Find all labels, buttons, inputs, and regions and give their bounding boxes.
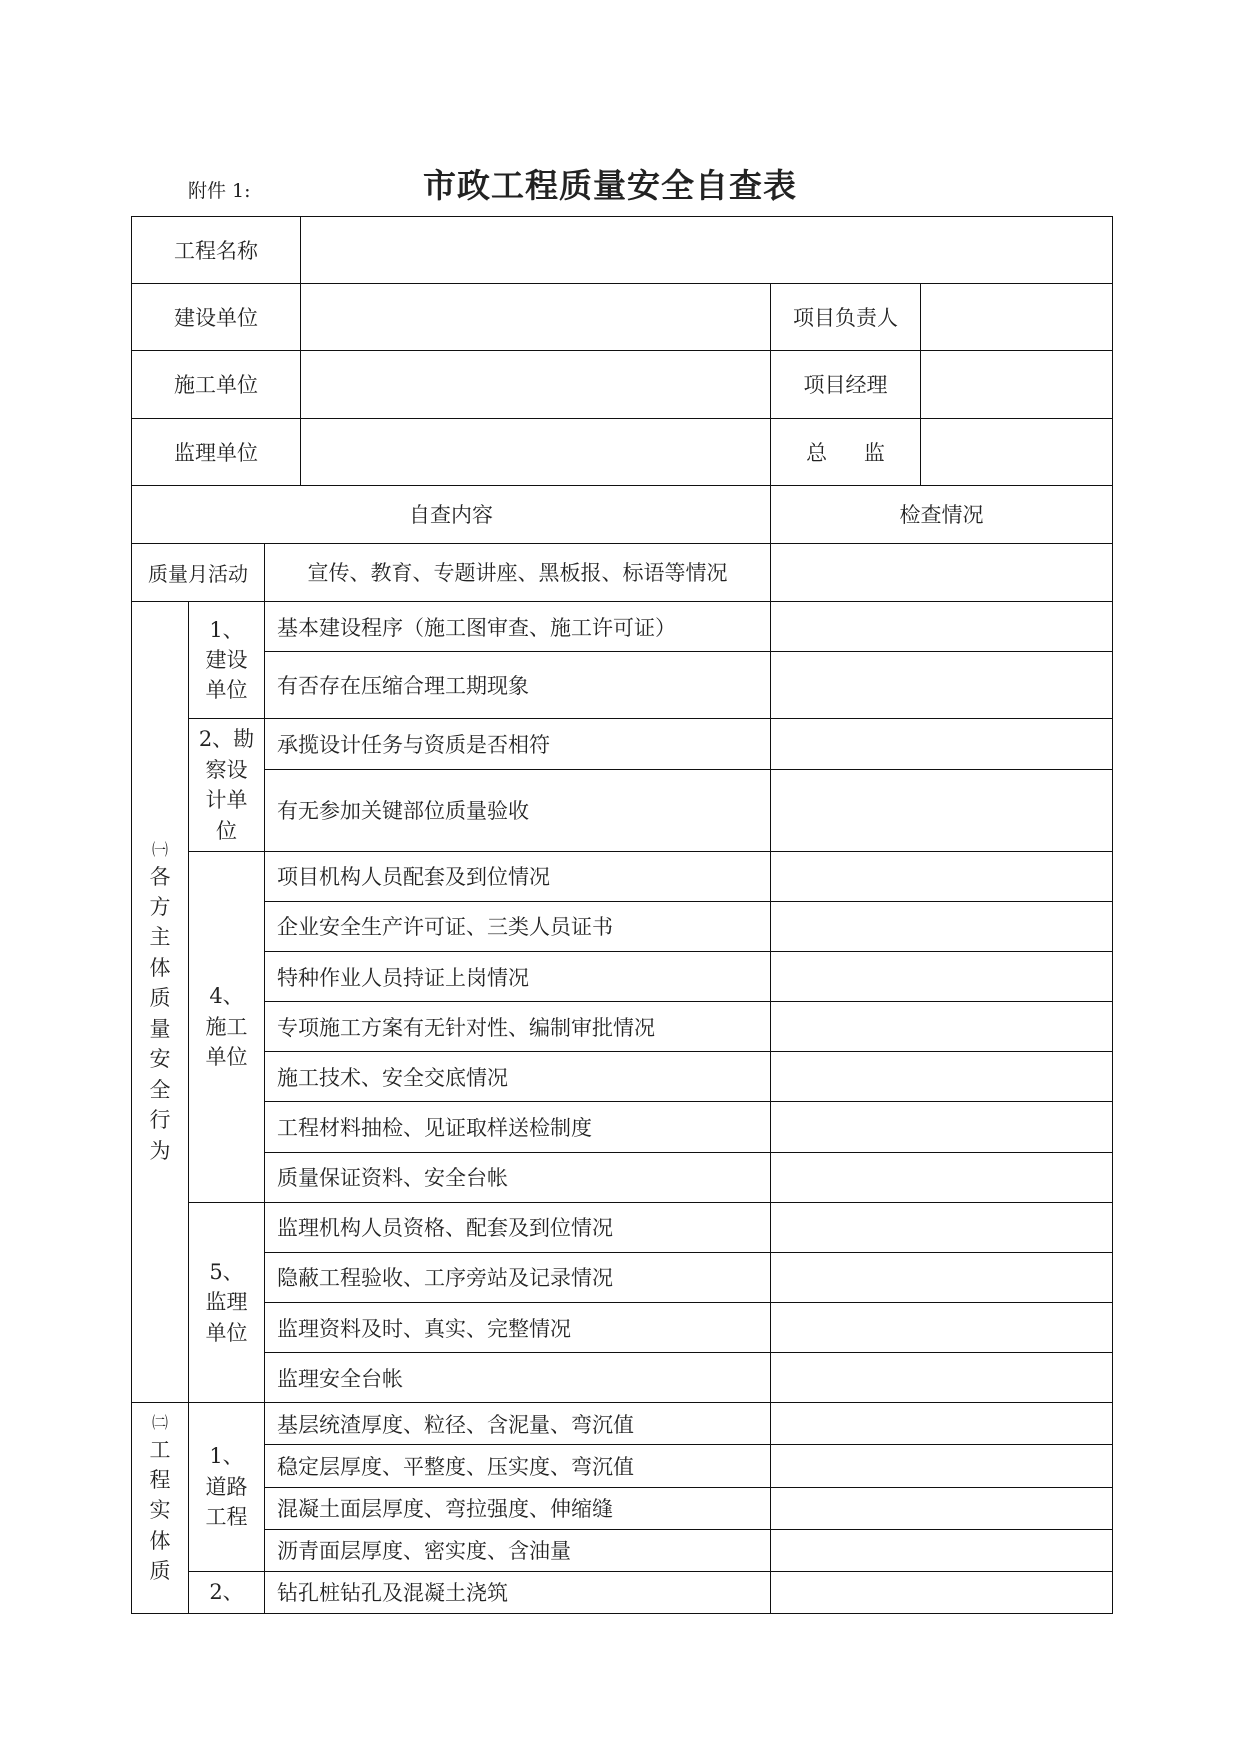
section1-char: 行 — [149, 1108, 171, 1133]
check-item: 有无参加关键部位质量验收 — [265, 769, 771, 851]
group-label-line: 施工 — [205, 1014, 248, 1039]
group-label-line: 5、 — [209, 1259, 244, 1284]
group-label-line: 1、 — [209, 1444, 244, 1469]
check-row — [132, 1571, 1113, 1613]
section1-char: 为 — [149, 1138, 171, 1163]
chief-supervisor-label: 总 监 — [771, 418, 921, 485]
check-item: 基本建设程序（施工图审查、施工许可证） — [265, 602, 771, 652]
info-row-contractor — [132, 351, 1113, 418]
group-bridge-label — [189, 1571, 265, 1613]
check-item: 混凝土面层厚度、弯拉强度、伸缩缝 — [265, 1487, 771, 1529]
section2-char: 工 — [149, 1437, 171, 1462]
group-label-line: 工程 — [205, 1505, 248, 1530]
check-item: 隐蔽工程验收、工序旁站及记录情况 — [265, 1252, 771, 1302]
group-label-line: 单位 — [205, 1044, 248, 1069]
group-label-line: 单位 — [205, 678, 248, 703]
project-leader-label: 项目负责人 — [771, 284, 921, 351]
group-owner-label — [189, 602, 265, 719]
group-label-line: 2、 — [209, 1580, 244, 1605]
group-label-line: 位 — [216, 818, 237, 843]
result-cell[interactable] — [771, 851, 1113, 901]
check-row — [132, 1487, 1113, 1529]
result-cell[interactable] — [771, 602, 1113, 652]
result-cell[interactable] — [771, 1445, 1113, 1487]
result-cell[interactable] — [771, 1152, 1113, 1202]
project-manager-label: 项目经理 — [771, 351, 921, 418]
group-design-label — [189, 719, 265, 851]
group-label-line: 单位 — [205, 1320, 248, 1345]
section1-char: 各 — [149, 864, 171, 889]
check-item: 有否存在压缩合理工期现象 — [265, 652, 771, 719]
check-row — [132, 1303, 1113, 1353]
result-cell[interactable] — [771, 901, 1113, 951]
owner-field[interactable] — [301, 284, 771, 351]
page-title: 市政工程质量安全自查表 — [423, 166, 797, 205]
section1-char: 主 — [149, 925, 171, 950]
supervisor-label: 监理单位 — [132, 418, 301, 485]
result-cell[interactable] — [771, 1487, 1113, 1529]
check-row — [132, 901, 1113, 951]
section1-number: ㈠ — [151, 840, 168, 860]
check-item: 监理安全台帐 — [265, 1353, 771, 1403]
owner-label: 建设单位 — [132, 284, 301, 351]
result-cell[interactable] — [771, 1102, 1113, 1152]
section1-char: 量 — [149, 1016, 171, 1041]
result-cell[interactable] — [771, 1052, 1113, 1102]
quality-month-item: 宣传、教育、专题讲座、黑板报、标语等情况 — [265, 543, 771, 601]
check-row — [132, 1202, 1113, 1252]
project-name-label: 工程名称 — [132, 217, 301, 284]
check-row — [132, 1152, 1113, 1202]
check-row — [132, 602, 1113, 652]
section2-char: 实 — [149, 1498, 171, 1523]
section2-label — [132, 1403, 189, 1614]
contractor-field[interactable] — [301, 351, 771, 418]
section2-char: 质 — [149, 1559, 171, 1584]
check-row — [132, 1102, 1113, 1152]
check-item: 承揽设计任务与资质是否相符 — [265, 719, 771, 769]
check-row — [132, 1403, 1113, 1445]
check-row — [132, 1052, 1113, 1102]
check-item: 项目机构人员配套及到位情况 — [265, 851, 771, 901]
column-header-row — [132, 485, 1113, 543]
result-cell[interactable] — [771, 1002, 1113, 1052]
result-cell[interactable] — [771, 769, 1113, 851]
quality-month-label: 质量月活动 — [132, 543, 265, 601]
group-contractor-label — [189, 851, 265, 1202]
section1-char: 安 — [149, 1047, 171, 1072]
section1-char: 质 — [149, 986, 171, 1011]
check-row — [132, 1529, 1113, 1571]
check-item: 监理资料及时、真实、完整情况 — [265, 1303, 771, 1353]
section1-char: 体 — [149, 955, 171, 980]
check-item: 稳定层厚度、平整度、压实度、弯沉值 — [265, 1445, 771, 1487]
check-row — [132, 1353, 1113, 1403]
check-row — [132, 719, 1113, 769]
check-row — [132, 769, 1113, 851]
content-header: 自查内容 — [132, 485, 771, 543]
section2-char: 体 — [149, 1528, 171, 1553]
result-cell[interactable] — [771, 652, 1113, 719]
result-cell[interactable] — [771, 1529, 1113, 1571]
project-manager-field[interactable] — [921, 351, 1113, 418]
project-leader-field[interactable] — [921, 284, 1113, 351]
info-row-owner — [132, 284, 1113, 351]
check-row — [132, 851, 1113, 901]
result-cell[interactable] — [771, 543, 1113, 601]
check-row — [132, 1002, 1113, 1052]
section2-number: ㈡ — [151, 1413, 168, 1433]
contractor-label: 施工单位 — [132, 351, 301, 418]
result-cell[interactable] — [771, 1303, 1113, 1353]
result-cell[interactable] — [771, 1571, 1113, 1613]
section1-char: 全 — [149, 1077, 171, 1102]
check-item: 监理机构人员资格、配套及到位情况 — [265, 1202, 771, 1252]
self-check-table — [131, 216, 1113, 1614]
group-label-line: 监理 — [205, 1290, 248, 1315]
result-cell[interactable] — [771, 719, 1113, 769]
check-item: 沥青面层厚度、密实度、含油量 — [265, 1529, 771, 1571]
group-label-line: 察设 — [205, 757, 248, 782]
group-label-line: 计单 — [205, 788, 248, 813]
section1-char: 方 — [149, 895, 171, 920]
group-road-label — [189, 1403, 265, 1571]
group-supervisor-label — [189, 1202, 265, 1403]
check-item: 钻孔桩钻孔及混凝土浇筑 — [265, 1571, 771, 1613]
result-cell[interactable] — [771, 1252, 1113, 1302]
check-item: 工程材料抽检、见证取样送检制度 — [265, 1102, 771, 1152]
check-item: 特种作业人员持证上岗情况 — [265, 952, 771, 1002]
result-cell[interactable] — [771, 952, 1113, 1002]
section2-char: 程 — [149, 1467, 171, 1492]
group-label-line: 1、 — [209, 617, 244, 642]
check-item: 质量保证资料、安全台帐 — [265, 1152, 771, 1202]
check-row — [132, 652, 1113, 719]
info-row-supervisor — [132, 418, 1113, 485]
check-item: 基层统渣厚度、粒径、含泥量、弯沉值 — [265, 1403, 771, 1445]
result-cell[interactable] — [771, 1202, 1113, 1252]
check-item: 企业安全生产许可证、三类人员证书 — [265, 901, 771, 951]
chief-supervisor-field[interactable] — [921, 418, 1113, 485]
section1-label — [132, 602, 189, 1403]
project-name-field[interactable] — [301, 217, 1113, 284]
group-label-line: 建设 — [205, 648, 248, 672]
attachment-label: 附件 1: — [188, 180, 251, 202]
check-row — [132, 1445, 1113, 1487]
group-label-line: 道路 — [205, 1474, 248, 1499]
info-row-project-name — [132, 217, 1113, 284]
result-header: 检查情况 — [771, 485, 1113, 543]
check-row — [132, 952, 1113, 1002]
group-label-line: 2、勘 — [198, 727, 255, 752]
check-item: 专项施工方案有无针对性、编制审批情况 — [265, 1002, 771, 1052]
check-row — [132, 1252, 1113, 1302]
quality-month-row — [132, 543, 1113, 601]
check-item: 施工技术、安全交底情况 — [265, 1052, 771, 1102]
result-cell[interactable] — [771, 1353, 1113, 1403]
supervisor-field[interactable] — [301, 418, 771, 485]
result-cell[interactable] — [771, 1403, 1113, 1445]
group-label-line: 4、 — [209, 984, 244, 1009]
